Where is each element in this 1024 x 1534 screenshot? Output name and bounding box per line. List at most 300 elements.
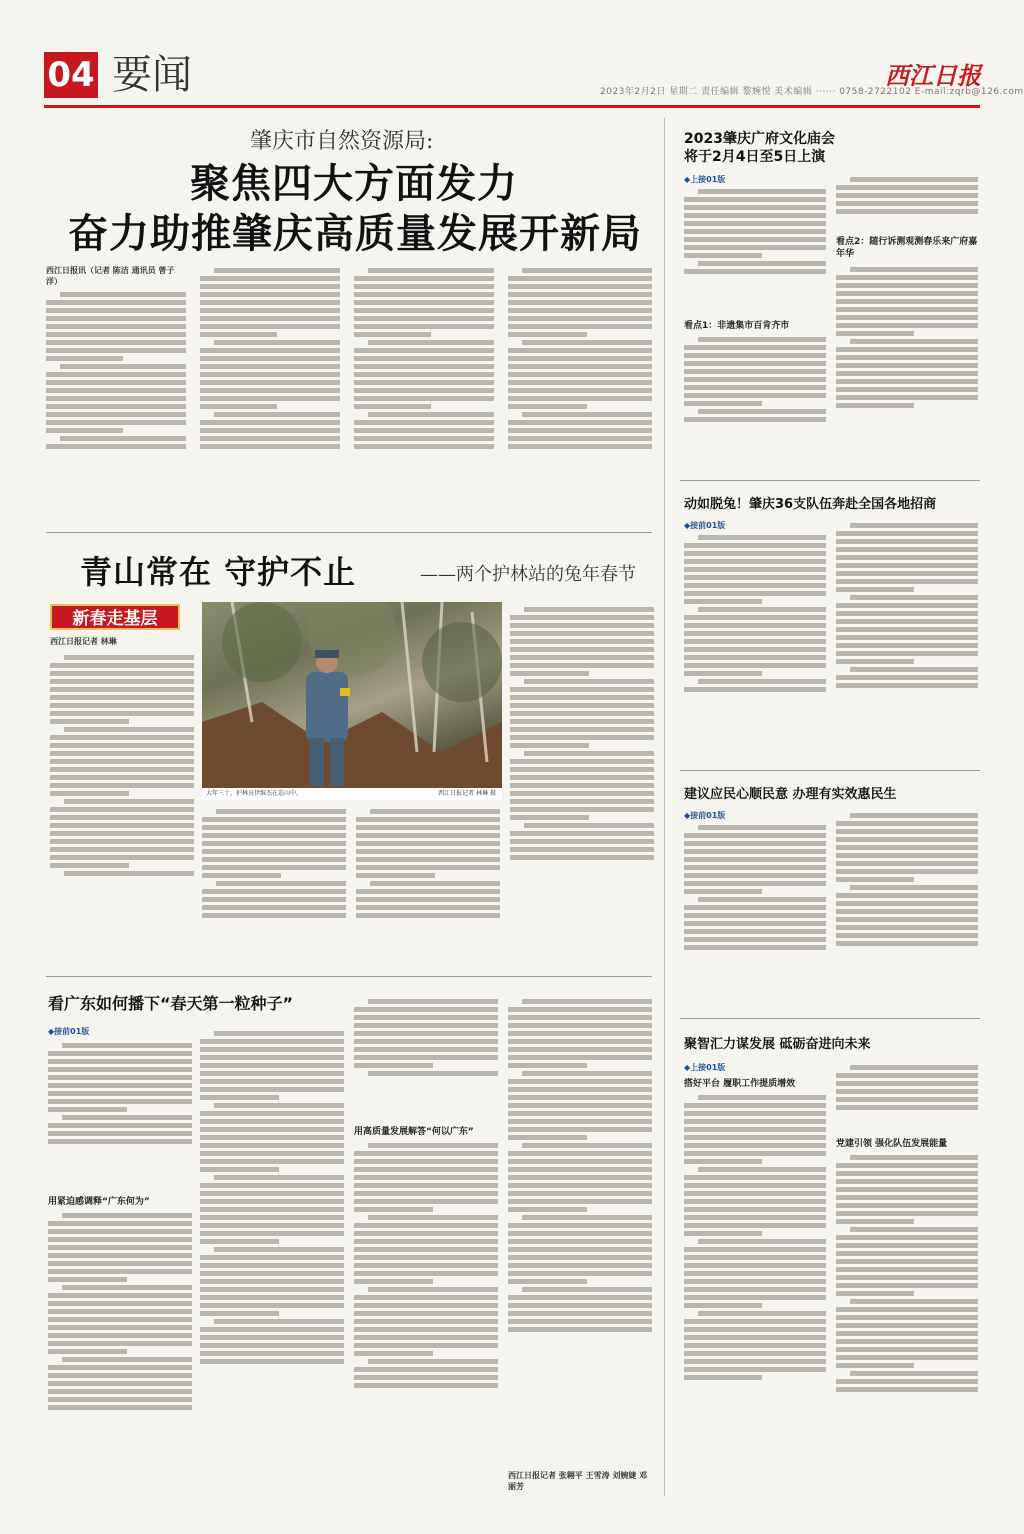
text-line <box>510 791 654 796</box>
text-line <box>48 1229 192 1234</box>
text-line <box>200 444 340 449</box>
text-line <box>510 767 654 772</box>
text-line <box>684 1183 826 1188</box>
text-line <box>46 404 186 409</box>
text-line <box>354 1327 498 1332</box>
text-line <box>368 1143 498 1148</box>
text-line <box>684 1271 826 1276</box>
text-line <box>50 687 194 692</box>
text-line <box>50 855 194 860</box>
text-line <box>508 1255 652 1260</box>
text-line <box>836 1163 978 1168</box>
text-line <box>510 695 654 700</box>
text-line <box>50 679 194 684</box>
text-line <box>836 1347 978 1352</box>
text-line <box>684 245 826 250</box>
text-line <box>836 1259 978 1264</box>
text-line <box>684 1159 762 1164</box>
text-line <box>684 345 826 350</box>
wisdom-subhead-1: 搭好平台 履职工作提质增效 <box>684 1079 796 1089</box>
text-line <box>850 1155 978 1160</box>
text-line <box>508 284 652 289</box>
text-line <box>850 595 978 600</box>
wisdom-subhead-2: 党建引领 强化队伍发展能量 <box>836 1139 948 1149</box>
text-line <box>354 284 494 289</box>
text-line <box>836 283 978 288</box>
text-line <box>508 276 652 281</box>
text-line <box>48 1301 192 1306</box>
text-line <box>200 1119 344 1124</box>
invest-column-1 <box>684 532 826 758</box>
text-line <box>836 603 978 608</box>
text-line <box>684 1287 826 1292</box>
text-line <box>510 815 589 820</box>
text-line <box>48 1317 192 1322</box>
text-line <box>48 1333 192 1338</box>
text-line <box>836 1097 978 1102</box>
advice-column-2 <box>836 810 978 1002</box>
text-line <box>200 284 340 289</box>
text-line <box>202 913 346 918</box>
text-line <box>354 1183 498 1188</box>
text-line <box>354 308 494 313</box>
text-line <box>684 1255 826 1260</box>
text-line <box>684 905 826 910</box>
text-line <box>354 1055 498 1060</box>
text-line <box>836 917 978 922</box>
text-line <box>684 857 826 862</box>
text-line <box>48 1261 192 1266</box>
text-line <box>60 292 186 297</box>
text-line <box>508 356 652 361</box>
text-line <box>368 1287 498 1292</box>
text-line <box>836 1387 978 1392</box>
text-line <box>214 1319 344 1324</box>
text-line <box>836 185 978 190</box>
text-line <box>48 1309 192 1314</box>
forest-badge: 新春走基层 <box>50 604 180 630</box>
text-line <box>354 1319 498 1324</box>
text-line <box>836 1171 978 1176</box>
text-line <box>202 897 346 902</box>
text-line <box>200 276 340 281</box>
text-line <box>508 332 587 337</box>
text-line <box>354 1335 498 1340</box>
forest-photo-credit: 西江日报记者 林琳 摄 <box>438 790 496 797</box>
lead-column-2 <box>200 265 340 519</box>
text-line <box>354 1047 498 1052</box>
text-line <box>354 1159 498 1164</box>
text-line <box>836 555 978 560</box>
text-line <box>354 1207 433 1212</box>
text-line <box>354 1167 498 1172</box>
text-line <box>836 1267 978 1272</box>
forest-column-3 <box>356 806 500 966</box>
text-line <box>50 735 194 740</box>
text-line <box>836 315 978 320</box>
text-line <box>48 1107 127 1112</box>
text-line <box>46 308 186 313</box>
text-line <box>684 873 826 878</box>
text-line <box>62 1043 192 1048</box>
text-line <box>48 1373 192 1378</box>
text-line <box>836 909 978 914</box>
text-line <box>48 1139 192 1144</box>
text-line <box>48 1293 192 1298</box>
text-line <box>508 1239 652 1244</box>
text-line <box>46 300 186 305</box>
text-line <box>356 905 500 910</box>
gala-column-2a <box>836 174 978 232</box>
text-line <box>214 340 340 345</box>
text-line <box>684 237 826 242</box>
text-line <box>836 1203 978 1208</box>
guangdong-column-1a <box>48 1040 192 1188</box>
text-line <box>354 348 494 353</box>
text-line <box>508 1047 652 1052</box>
text-line <box>508 428 652 433</box>
text-line <box>370 881 500 886</box>
text-line <box>684 377 826 382</box>
text-line <box>508 308 652 313</box>
text-line <box>684 1135 826 1140</box>
text-line <box>48 1237 192 1242</box>
text-line <box>50 751 194 756</box>
text-line <box>836 209 978 214</box>
text-line <box>354 300 494 305</box>
forest-title: 青山常在 守护不止 <box>80 553 357 591</box>
text-line <box>684 671 762 676</box>
text-line <box>698 337 826 342</box>
text-line <box>510 783 654 788</box>
text-line <box>200 1303 344 1308</box>
text-line <box>200 1071 344 1076</box>
text-line <box>202 833 346 838</box>
text-line <box>50 711 194 716</box>
text-line <box>354 316 494 321</box>
text-line <box>200 1279 344 1284</box>
text-line <box>50 663 194 668</box>
text-line <box>354 292 494 297</box>
text-line <box>836 1355 978 1360</box>
text-line <box>836 299 978 304</box>
text-line <box>368 999 498 1004</box>
text-line <box>200 1263 344 1268</box>
text-line <box>510 687 654 692</box>
gala-title-line2: 将于2月4日至5日上演 <box>684 149 826 165</box>
text-line <box>48 1123 192 1128</box>
text-line <box>48 1221 192 1226</box>
text-line <box>508 1039 652 1044</box>
text-line <box>836 933 978 938</box>
text-line <box>508 1191 652 1196</box>
text-line <box>368 1071 498 1076</box>
text-line <box>698 189 826 194</box>
text-line <box>510 623 654 628</box>
text-line <box>200 1167 279 1172</box>
text-line <box>850 1065 978 1070</box>
text-line <box>522 1071 652 1076</box>
text-line <box>836 643 978 648</box>
text-line <box>508 1231 652 1236</box>
text-line <box>684 229 826 234</box>
text-line <box>368 1215 498 1220</box>
text-line <box>48 1341 192 1346</box>
text-line <box>202 825 346 830</box>
text-line <box>202 841 346 846</box>
text-line <box>510 647 654 652</box>
text-line <box>508 1263 652 1268</box>
text-line <box>508 324 652 329</box>
text-line <box>836 579 978 584</box>
text-line <box>200 1343 344 1348</box>
text-line <box>354 436 494 441</box>
text-line <box>46 348 186 353</box>
guangdong-column-3a <box>354 996 498 1112</box>
text-line <box>200 1295 344 1300</box>
text-line <box>60 364 186 369</box>
text-line <box>62 1357 192 1362</box>
text-line <box>836 291 978 296</box>
text-line <box>836 1323 978 1328</box>
text-line <box>510 703 654 708</box>
text-line <box>354 1271 498 1276</box>
text-line <box>200 1191 344 1196</box>
text-line <box>836 1235 978 1240</box>
text-line <box>684 1119 826 1124</box>
text-line <box>836 323 978 328</box>
text-line <box>508 372 652 377</box>
text-line <box>48 1067 192 1072</box>
text-line <box>202 817 346 822</box>
text-line <box>836 1089 978 1094</box>
text-line <box>50 695 194 700</box>
text-line <box>836 1275 978 1280</box>
text-line <box>684 213 826 218</box>
text-line <box>354 1303 498 1308</box>
header-rule <box>44 105 980 108</box>
text-line <box>48 1389 192 1394</box>
text-line <box>836 1081 978 1086</box>
sidebar-divider <box>680 770 980 771</box>
text-line <box>850 1371 978 1376</box>
advice-byline: ◆接前01版 <box>684 811 726 820</box>
text-line <box>684 631 826 636</box>
text-line <box>508 1023 652 1028</box>
text-line <box>200 1151 344 1156</box>
text-line <box>698 825 826 830</box>
text-line <box>522 999 652 1004</box>
text-line <box>508 1119 652 1124</box>
text-line <box>836 1251 978 1256</box>
text-line <box>354 1367 498 1372</box>
text-line <box>508 348 652 353</box>
text-line <box>684 929 826 934</box>
text-line <box>684 1295 826 1300</box>
text-line <box>354 1007 498 1012</box>
text-line <box>684 583 826 588</box>
text-line <box>200 428 340 433</box>
text-line <box>200 436 340 441</box>
text-line <box>354 332 431 337</box>
text-line <box>354 1151 498 1156</box>
text-line <box>508 1103 652 1108</box>
text-line <box>836 877 914 882</box>
text-line <box>200 1127 344 1132</box>
text-line <box>356 817 500 822</box>
lead-column-4 <box>508 265 652 519</box>
text-line <box>510 839 654 844</box>
text-line <box>836 1243 978 1248</box>
text-line <box>200 348 340 353</box>
lead-kicker: 肇庆市自然资源局: <box>250 129 434 154</box>
text-line <box>354 420 494 425</box>
text-line <box>356 841 500 846</box>
text-line <box>684 1343 826 1348</box>
text-line <box>698 679 826 684</box>
text-line <box>684 1215 826 1220</box>
text-line <box>684 393 826 398</box>
text-line <box>836 619 978 624</box>
text-line <box>200 1039 344 1044</box>
text-line <box>50 863 129 868</box>
text-line <box>510 631 654 636</box>
text-line <box>200 308 340 313</box>
text-line <box>684 369 826 374</box>
invest-title: 动如脱兔！肇庆36支队伍奔赴全国各地招商 <box>684 497 937 512</box>
text-line <box>64 655 194 660</box>
text-line <box>508 420 652 425</box>
text-line <box>850 885 978 890</box>
text-line <box>202 889 346 894</box>
text-line <box>214 1103 344 1108</box>
text-line <box>48 1381 192 1386</box>
text-line <box>354 380 494 385</box>
text-line <box>354 1295 498 1300</box>
text-line <box>684 575 826 580</box>
text-line <box>64 871 194 876</box>
text-line <box>684 1151 826 1156</box>
text-line <box>684 253 762 258</box>
text-line <box>836 869 978 874</box>
text-line <box>354 444 494 449</box>
text-line <box>64 799 194 804</box>
text-line <box>698 607 826 612</box>
text-line <box>508 1063 587 1068</box>
gala-subhead-1: 看点1：非遗集市百肯齐市 <box>684 321 790 331</box>
text-line <box>200 380 340 385</box>
text-line <box>524 679 654 684</box>
text-line <box>508 444 652 449</box>
text-line <box>836 611 978 616</box>
text-line <box>214 1031 344 1036</box>
text-line <box>836 331 914 336</box>
advice-title: 建议应民心顺民意 办理有实效惠民生 <box>684 787 897 802</box>
text-line <box>354 1383 498 1388</box>
lead-column-1 <box>46 289 186 519</box>
text-line <box>684 1191 826 1196</box>
text-line <box>48 1059 192 1064</box>
text-line <box>684 1359 826 1364</box>
text-line <box>684 945 826 950</box>
text-line <box>684 385 826 390</box>
text-line <box>684 833 826 838</box>
text-line <box>684 1327 826 1332</box>
text-line <box>46 380 186 385</box>
text-line <box>508 396 652 401</box>
text-line <box>836 193 978 198</box>
text-line <box>508 1135 587 1140</box>
text-line <box>354 1015 498 1020</box>
text-line <box>684 913 826 918</box>
text-line <box>698 1239 826 1244</box>
text-line <box>200 1311 279 1316</box>
text-line <box>684 1279 826 1284</box>
text-line <box>46 316 186 321</box>
text-line <box>200 1095 279 1100</box>
text-line <box>836 1315 978 1320</box>
text-line <box>850 813 978 818</box>
text-line <box>356 833 500 838</box>
text-line <box>50 719 129 724</box>
text-line <box>50 703 194 708</box>
ranger-photo-drawing <box>202 602 502 788</box>
text-line <box>698 409 826 414</box>
text-line <box>508 380 652 385</box>
text-line <box>510 711 654 716</box>
newspaper-logo: 西江日报 <box>885 61 981 90</box>
guangdong-column-3b <box>354 1140 498 1490</box>
text-line <box>354 1343 498 1348</box>
text-line <box>508 1303 652 1308</box>
text-line <box>200 388 340 393</box>
text-line <box>46 396 186 401</box>
text-line <box>200 1351 344 1356</box>
text-line <box>836 403 914 408</box>
text-line <box>850 177 978 182</box>
text-line <box>836 547 978 552</box>
text-line <box>62 1285 192 1290</box>
text-line <box>510 743 589 748</box>
text-line <box>200 396 340 401</box>
text-line <box>684 1247 826 1252</box>
text-line <box>46 444 186 449</box>
text-line <box>510 807 654 812</box>
text-line <box>508 1007 652 1012</box>
text-line <box>684 1223 826 1228</box>
text-line <box>202 849 346 854</box>
text-line <box>200 372 340 377</box>
text-line <box>836 371 978 376</box>
wisdom-column-2b <box>836 1152 978 1490</box>
text-line <box>836 837 978 842</box>
text-line <box>836 531 978 536</box>
forest-photo-caption: 大年三十，护林员伊维杰在巡山中。 <box>206 790 303 797</box>
text-line <box>508 1207 587 1212</box>
text-line <box>836 845 978 850</box>
text-line <box>368 268 494 273</box>
guangdong-column-2 <box>200 1028 344 1490</box>
column-divider <box>664 118 665 1496</box>
text-line <box>200 1063 344 1068</box>
text-line <box>356 913 500 918</box>
text-line <box>836 275 978 280</box>
text-line <box>200 1287 344 1292</box>
text-line <box>510 727 654 732</box>
text-line <box>836 1307 978 1312</box>
text-line <box>850 339 978 344</box>
text-line <box>50 815 194 820</box>
